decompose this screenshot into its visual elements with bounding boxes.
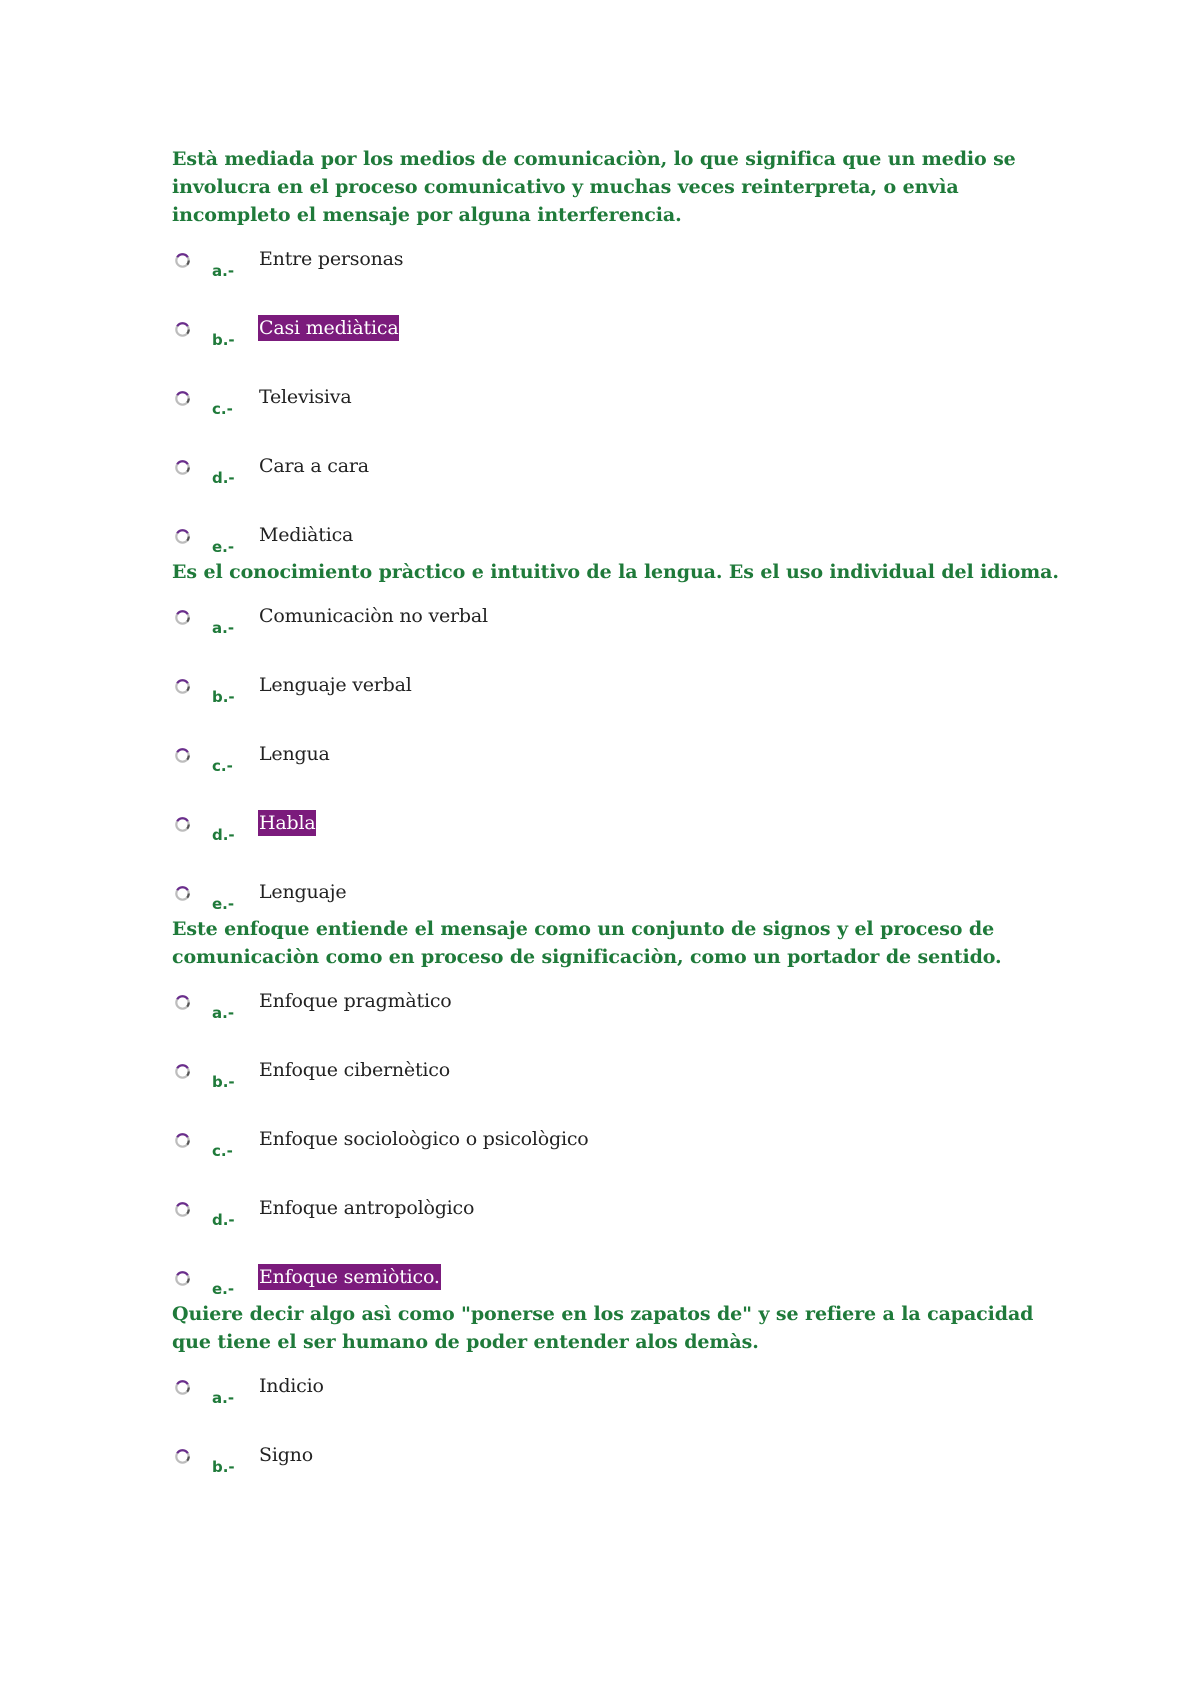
option-letter: a.- bbox=[212, 619, 235, 637]
option-letter: e.- bbox=[212, 1280, 235, 1298]
question-4 bbox=[172, 1300, 1072, 1478]
option-letter: b.- bbox=[212, 688, 235, 706]
option-label: Enfoque socioloògico o psicològico bbox=[259, 1128, 589, 1150]
option-label: Lenguaje verbal bbox=[259, 674, 412, 696]
option-b[interactable] bbox=[172, 1057, 1072, 1126]
option-e[interactable] bbox=[172, 522, 1072, 558]
question-text: Es el conocimiento pràctico e intuitivo de la lengua. Es el uso individual del idioma. bbox=[172, 561, 1059, 583]
option-letter: e.- bbox=[212, 895, 235, 913]
radio-button-icon[interactable] bbox=[174, 609, 191, 626]
option-letter: b.- bbox=[212, 1458, 235, 1476]
option-label: Comunicaciòn no verbal bbox=[259, 605, 488, 627]
radio-button-icon[interactable] bbox=[174, 994, 191, 1011]
radio-button-icon[interactable] bbox=[174, 1132, 191, 1149]
option-a[interactable] bbox=[172, 603, 1072, 672]
question-2 bbox=[172, 558, 1072, 915]
radio-button-icon[interactable] bbox=[174, 1379, 191, 1396]
question-text: Este enfoque entiende el mensaje como un conjunto de signos y el proceso de comunicaciòn como en proceso de significaciòn, como un portador de sentido. bbox=[172, 918, 1002, 968]
radio-button-icon[interactable] bbox=[174, 252, 191, 269]
option-label: Enfoque cibernètico bbox=[259, 1059, 450, 1081]
option-d[interactable] bbox=[172, 453, 1072, 522]
option-label: Indicio bbox=[259, 1375, 324, 1397]
option-label: Lengua bbox=[259, 743, 330, 765]
option-letter: a.- bbox=[212, 1389, 235, 1407]
option-a[interactable] bbox=[172, 246, 1072, 315]
option-c[interactable] bbox=[172, 741, 1072, 810]
radio-button-icon[interactable] bbox=[174, 816, 191, 833]
radio-button-icon[interactable] bbox=[174, 1063, 191, 1080]
radio-button-icon[interactable] bbox=[174, 390, 191, 407]
option-a[interactable] bbox=[172, 1373, 1072, 1442]
option-e[interactable] bbox=[172, 1264, 1072, 1300]
option-label-selected: Habla bbox=[259, 812, 316, 834]
option-b[interactable] bbox=[172, 672, 1072, 741]
option-letter: b.- bbox=[212, 331, 235, 349]
option-letter: a.- bbox=[212, 1004, 235, 1022]
option-label: Entre personas bbox=[259, 248, 404, 270]
option-b[interactable] bbox=[172, 315, 1072, 384]
option-letter: d.- bbox=[212, 826, 235, 844]
radio-button-icon[interactable] bbox=[174, 321, 191, 338]
option-b[interactable] bbox=[172, 1442, 1072, 1478]
radio-button-icon[interactable] bbox=[174, 528, 191, 545]
option-a[interactable] bbox=[172, 988, 1072, 1057]
option-letter: b.- bbox=[212, 1073, 235, 1091]
options-list bbox=[172, 246, 1072, 558]
option-letter: a.- bbox=[212, 262, 235, 280]
question-3 bbox=[172, 915, 1072, 1300]
question-text: Està mediada por los medios de comunicaciòn, lo que significa que un medio se involucra en el proceso comunicativo y muchas veces reinterpreta, o envìa incompleto el mensaje por alguna interferencia. bbox=[172, 148, 1016, 226]
option-letter: c.- bbox=[212, 400, 233, 418]
option-label-selected: Casi mediàtica bbox=[259, 317, 399, 339]
option-label-selected: Enfoque semiòtico. bbox=[259, 1266, 440, 1288]
option-letter: c.- bbox=[212, 757, 233, 775]
option-d[interactable] bbox=[172, 1195, 1072, 1264]
option-label: Signo bbox=[259, 1444, 313, 1466]
option-e[interactable] bbox=[172, 879, 1072, 915]
option-letter: d.- bbox=[212, 469, 235, 487]
question-text: Quiere decir algo asì como "ponerse en los zapatos de" y se refiere a la capacidad que tiene el ser humano de poder entender alos demàs. bbox=[172, 1303, 1034, 1353]
option-d[interactable] bbox=[172, 810, 1072, 879]
options-list bbox=[172, 988, 1072, 1300]
options-list bbox=[172, 603, 1072, 915]
question-1 bbox=[172, 145, 1072, 558]
radio-button-icon[interactable] bbox=[174, 885, 191, 902]
option-label: Lenguaje bbox=[259, 881, 347, 903]
radio-button-icon[interactable] bbox=[174, 747, 191, 764]
option-letter: c.- bbox=[212, 1142, 233, 1160]
radio-button-icon[interactable] bbox=[174, 459, 191, 476]
option-c[interactable] bbox=[172, 384, 1072, 453]
radio-button-icon[interactable] bbox=[174, 1270, 191, 1287]
option-label: Enfoque antropològico bbox=[259, 1197, 475, 1219]
option-c[interactable] bbox=[172, 1126, 1072, 1195]
radio-button-icon[interactable] bbox=[174, 1201, 191, 1218]
option-label: Mediàtica bbox=[259, 524, 354, 546]
radio-button-icon[interactable] bbox=[174, 678, 191, 695]
option-letter: d.- bbox=[212, 1211, 235, 1229]
option-label: Cara a cara bbox=[259, 455, 369, 477]
option-label: Enfoque pragmàtico bbox=[259, 990, 452, 1012]
option-letter: e.- bbox=[212, 538, 235, 556]
quiz-page bbox=[172, 145, 1072, 1478]
radio-button-icon[interactable] bbox=[174, 1448, 191, 1465]
options-list bbox=[172, 1373, 1072, 1478]
option-label: Televisiva bbox=[259, 386, 352, 408]
